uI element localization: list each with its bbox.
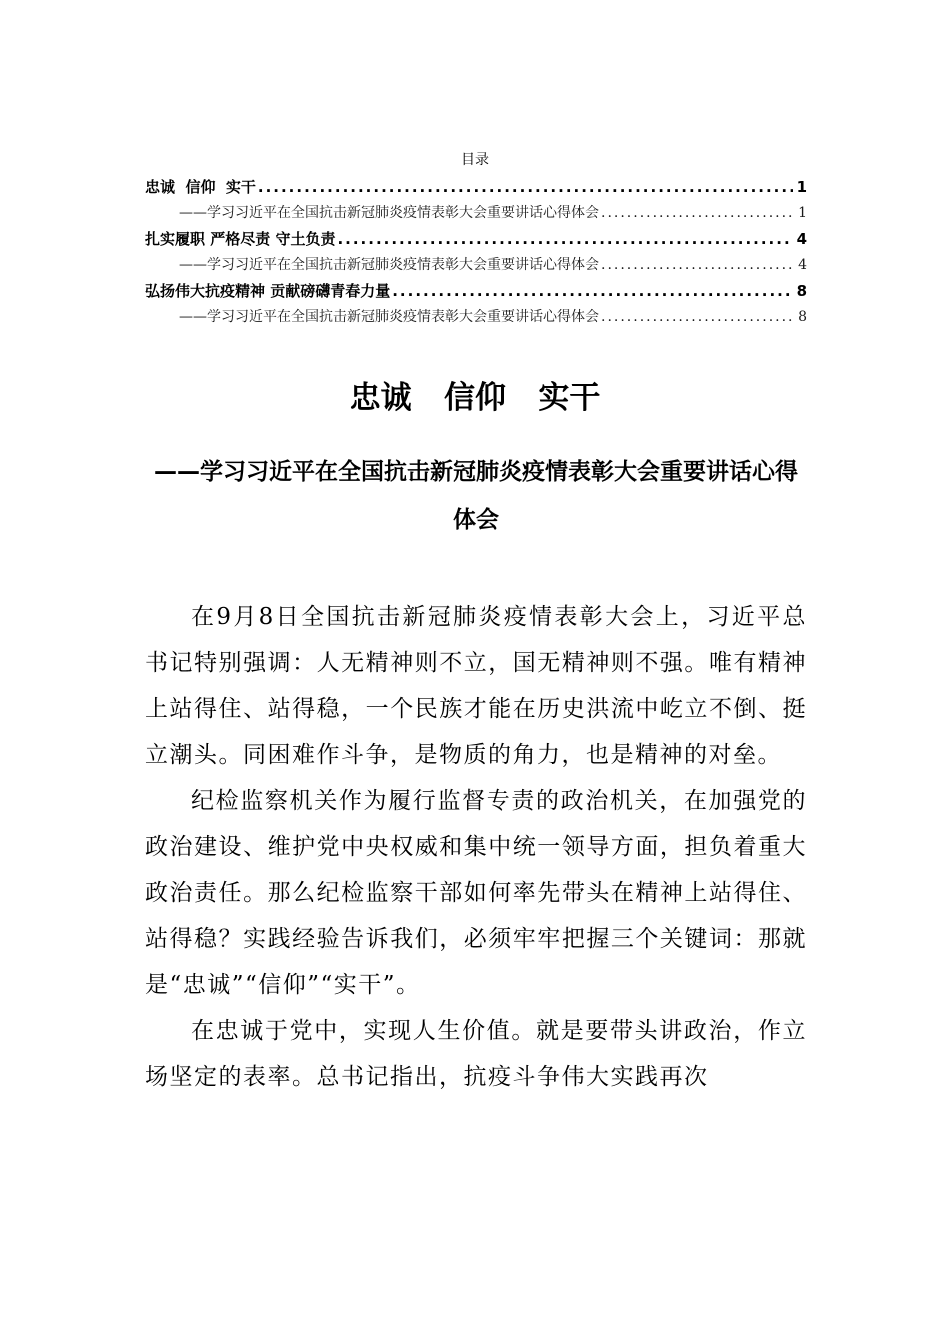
table-of-contents (145, 174, 807, 330)
toc-entry-page: 8 (796, 282, 807, 300)
article-title: 忠诚 信仰 实干 (349, 380, 601, 416)
toc-subentry-page: 4 (798, 257, 807, 273)
toc-subentry[interactable] (145, 304, 807, 330)
toc-leader-dots (258, 174, 793, 200)
toc-subentry-title: ——学习习近平在全国抗击新冠肺炎疫情表彰大会重要讲话心得体会 (179, 309, 599, 325)
toc-leader-dots (601, 200, 794, 226)
toc-heading: 目录 (461, 152, 489, 168)
toc-leader-dots (337, 226, 792, 252)
toc-leader-dots (601, 304, 794, 330)
toc-entry[interactable] (145, 174, 807, 200)
toc-subentry-title: ——学习习近平在全国抗击新冠肺炎疫情表彰大会重要讲话心得体会 (179, 257, 599, 273)
toc-subentry-page: 1 (798, 205, 807, 221)
body-paragraph: 纪检监察机关作为履行监督专责的政治机关，在加强党的政治建设、维护党中央权威和集中统一领导方面，担负着重大政治责任。那么纪检监察干部如何率先带头在精神上站得住、站得稳？实践经验告诉我们，必须牢牢把握三个关键词：那就是“忠诚”“信仰”“实干”。 (145, 788, 807, 998)
article-subtitle: ——学习习近平在全国抗击新冠肺炎疫情表彰大会重要讲话心得体会 (154, 459, 798, 533)
toc-entry[interactable] (145, 278, 807, 304)
body-paragraph: 在9月8日全国抗击新冠肺炎疫情表彰大会上，习近平总书记特别强调：人无精神则不立，国无精神则不强。唯有精神上站得住、站得稳，一个民族才能在历史洪流中屹立不倒、挺立潮头。同困难作斗争，是物质的角力，也是精神的对垒。 (145, 604, 807, 768)
toc-subentry[interactable] (145, 200, 807, 226)
toc-subentry-title: ——学习习近平在全国抗击新冠肺炎疫情表彰大会重要讲话心得体会 (179, 205, 599, 221)
toc-subentry-page: 8 (798, 309, 807, 325)
toc-entry-title: 扎实履职 严格尽责 守土负责 (145, 230, 336, 248)
toc-entry[interactable] (145, 226, 807, 252)
toc-leader-dots (392, 278, 792, 304)
toc-entry-page: 4 (796, 230, 807, 248)
body-paragraph: 在忠诚于党中，实现人生价值。就是要带头讲政治，作立场坚定的表率。总书记指出，抗疫斗争伟大实践再次 (145, 1018, 807, 1090)
toc-entry-title: 忠诚 信仰 实干 (145, 178, 256, 196)
toc-entry-page: 1 (796, 178, 807, 196)
toc-leader-dots (601, 252, 794, 278)
toc-entry-title: 弘扬伟大抗疫精神 贡献磅礴青春力量 (145, 282, 391, 300)
toc-subentry[interactable] (145, 252, 807, 278)
article-body (145, 594, 807, 1100)
